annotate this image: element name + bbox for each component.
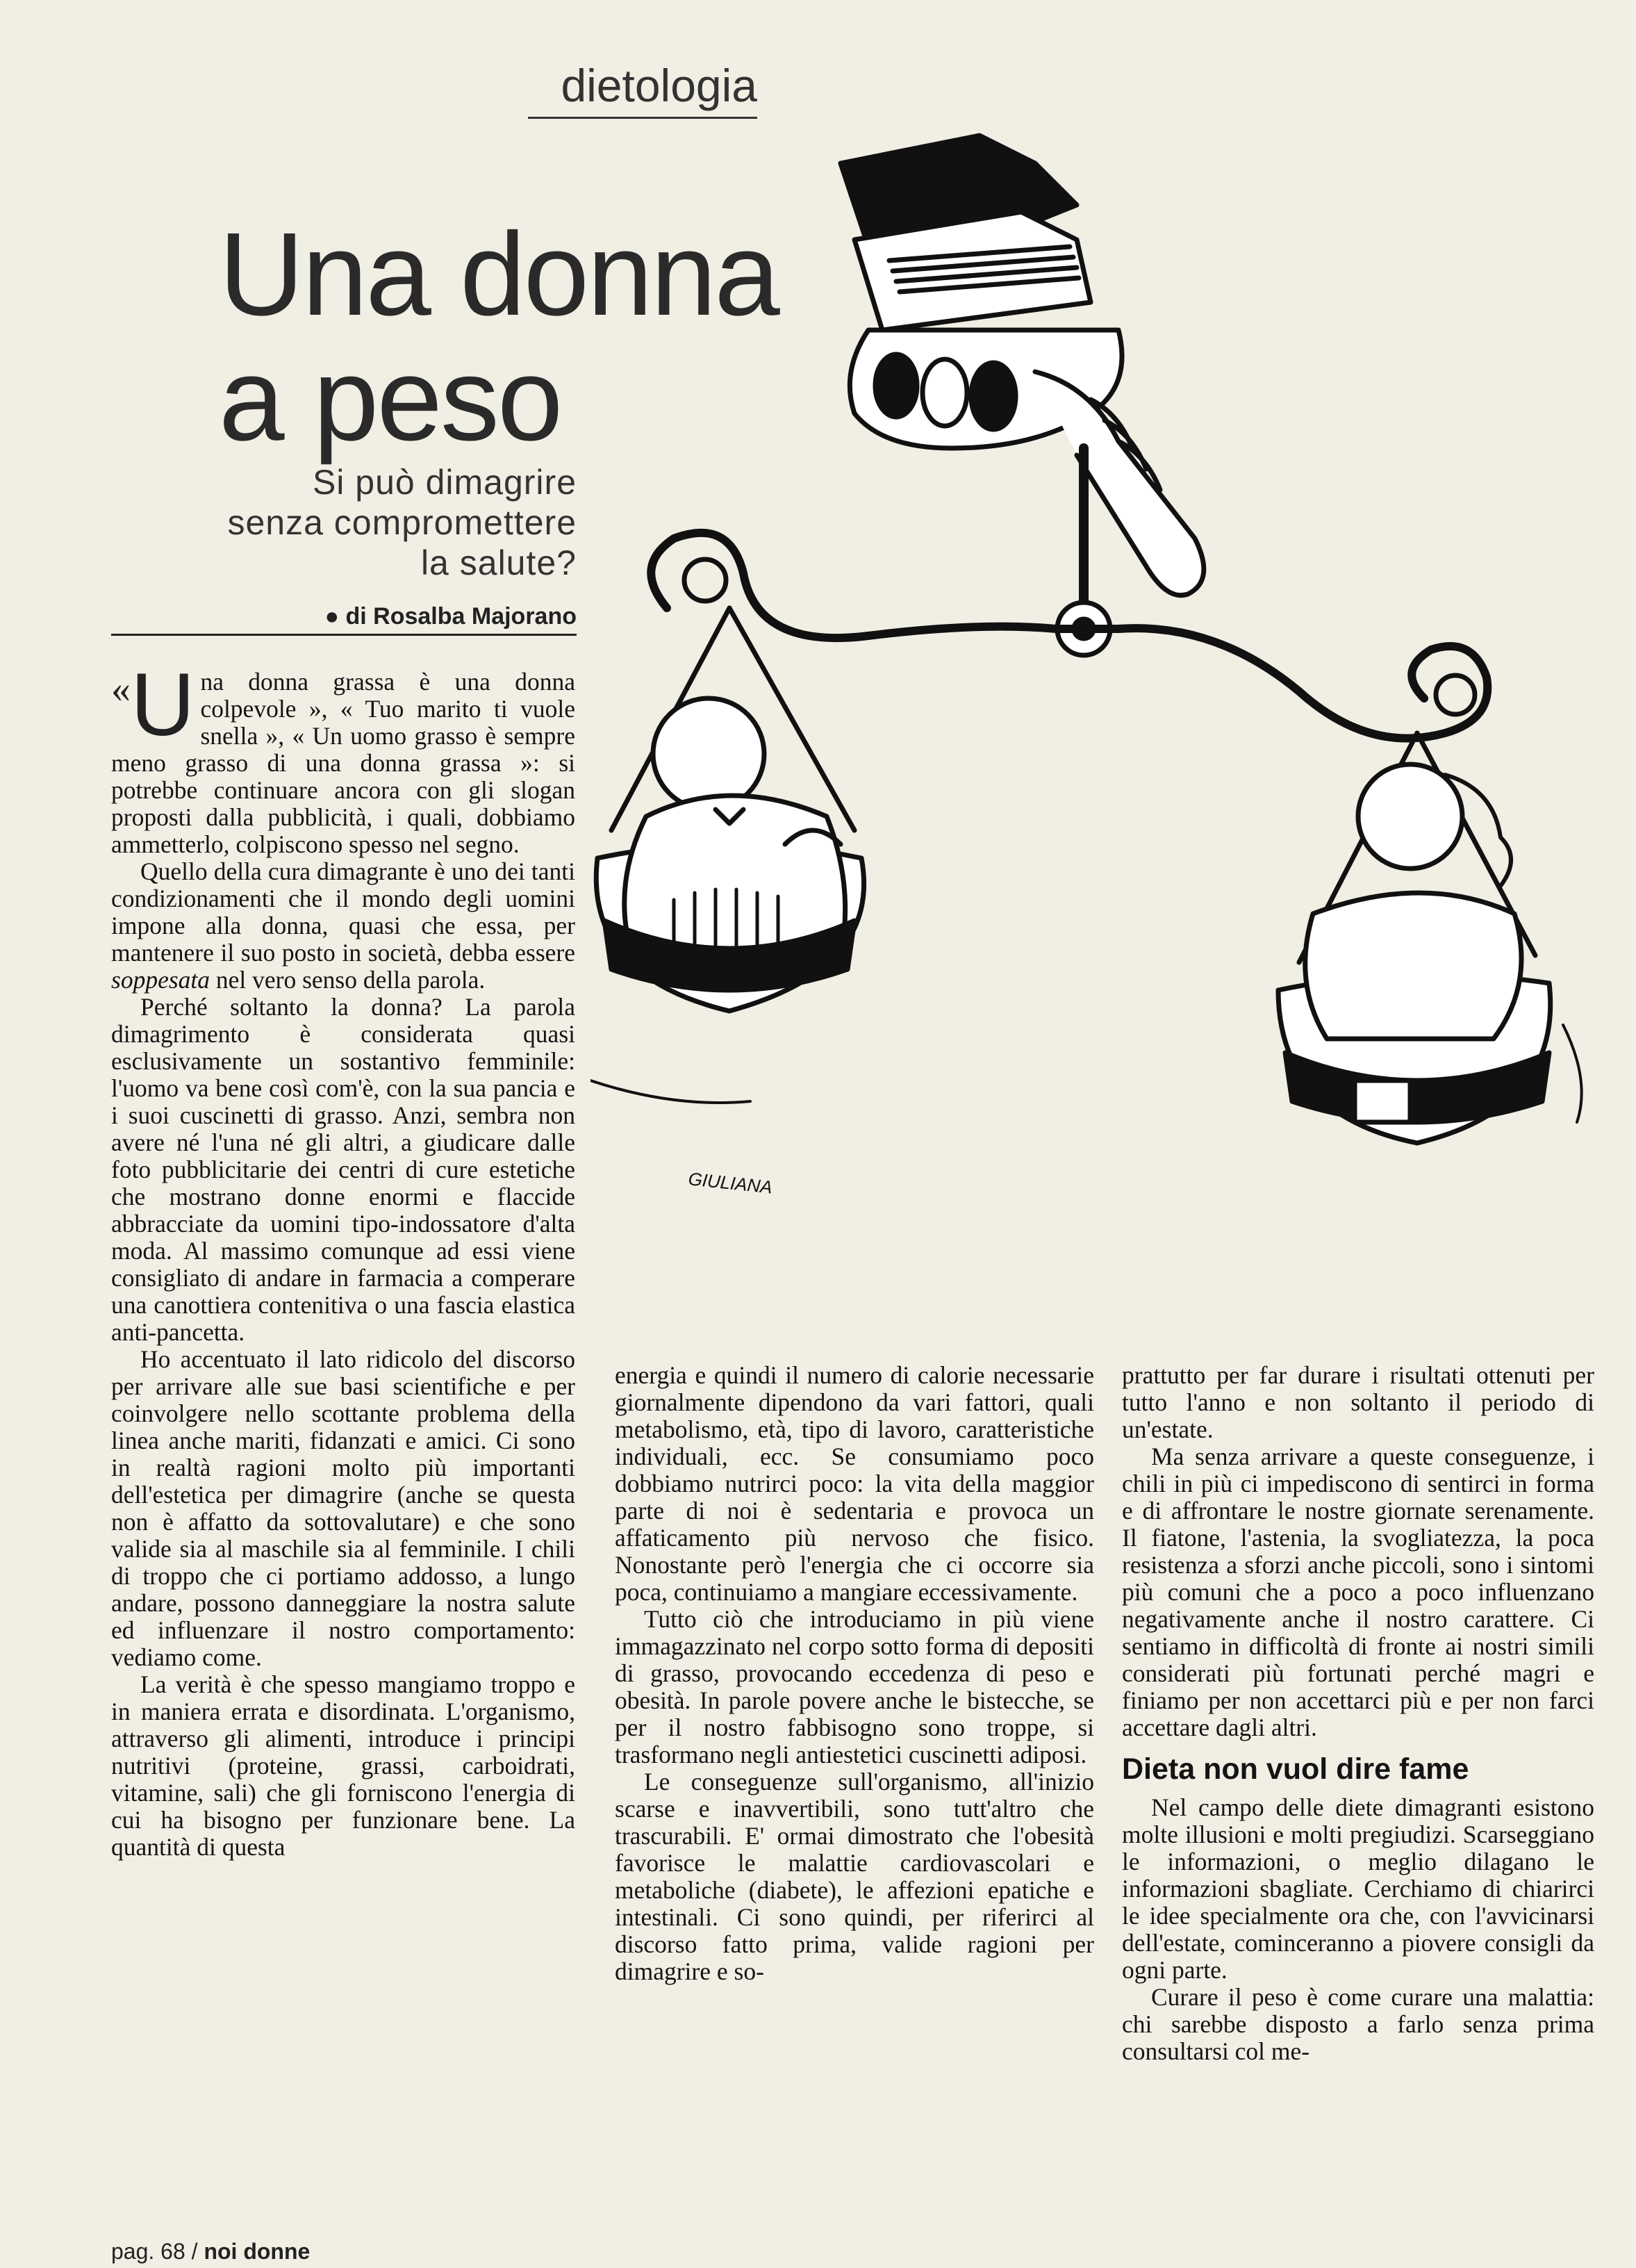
- emphasis-text: soppesata: [111, 966, 210, 994]
- scale-cartoon-illustration: [590, 122, 1605, 1303]
- paragraph: Tutto ciò che introduciamo in più viene immagazzinato nel corpo sotto forma di depositi di grasso, provocando eccedenza di peso e obesità. In parole povere anche le bistecche, se per il nostro fabbisogno sono troppe, si trasformano negli antiestetici cuscinetti adiposi.: [615, 1605, 1094, 1768]
- article-column-1: [111, 655, 575, 1861]
- section-tag: dietologia: [561, 60, 757, 111]
- page-footer: [111, 2239, 310, 2265]
- paragraph: Le conseguenze sull'organismo, all'inizio scarse e inavvertibili, sono tutt'altro che trascurabili. E' ormai dimostrato che l'obesità favorisce le malattie cardiovascolari e metaboliche (diabete), le affezioni epatiche e intestinali. Ci sono quindi, per riferirci al discorso fatto prima, valide ragioni per dimagrire e so-: [615, 1768, 1094, 1985]
- paragraph-text: Quello della cura dimagrante è uno dei tanti condizionamenti che il mondo degli uomini impone alla donna, quasi che essa, per mantenere il suo posto in società, debba essere: [111, 857, 575, 967]
- drop-cap-letter: U: [131, 655, 195, 755]
- pointing-hand-icon: [850, 330, 1204, 595]
- paragraph-text: na donna grassa è una donna colpevole », « Tuo marito ti vuole snella », « Un uomo grasso è sempre meno grasso di una donna grassa »: si potrebbe continuare ancora con gli slogan proposti dalla pubblicità, i quali, dobbiamo ammetterlo, colpiscono spesso nel segno.: [111, 668, 575, 858]
- byline: [316, 603, 577, 630]
- byline-author: di Rosalba Majorano: [345, 603, 577, 630]
- paragraph: prattutto per far durare i risultati ottenuti per tutto l'anno e non soltanto il periodo di un'estate.: [1122, 1361, 1594, 1443]
- subheadline: [208, 462, 577, 583]
- byline-rule: [111, 634, 577, 636]
- headline-line-1: Una donna: [219, 208, 778, 340]
- artist-signature: GIULIANA: [687, 1168, 774, 1198]
- subhead-line-3: la salute?: [420, 543, 577, 582]
- paragraph: Nel campo delle diete dimagranti esistono molte illusioni e molti pregiudizi. Scarseggiano le informazioni, o meglio dilagano le informazioni sbagliate. Cerchiamo di chiarirci le idee specialmente ora che, con l'avvicinarsi dell'estate, cominceranno a piovere consigli da ogni parte.: [1122, 1793, 1594, 1984]
- page-number: pag. 68: [111, 2239, 185, 2264]
- right-pan-woman: [1278, 733, 1551, 1143]
- cuff-icon: [841, 135, 1091, 330]
- left-pan-man: [596, 608, 864, 1011]
- paragraph: Ho accentuato il lato ridicolo del discorso per arrivare alle sue basi scientifiche e per coinvolgere nello scottante problema della linea anche mariti, fidanzati e amici. Ci sono in realtà ragioni molto più importanti dell'estetica per dimagrire (anche se questa non è affatto da sottovalutare) e che sono valide sia al maschile sia al femminile. I chili di troppo che ci portiamo addosso, a lungo andare, possono danneggiare la nostra salute ed influenzare il nostro comportamento: vediamo come.: [111, 1345, 575, 1671]
- paragraph: energia e quindi il numero di calorie necessarie giornalmente dipendono da vari fattori, quali metabolismo, età, tipo di lavoro, caratteristiche individuali, ecc. Se consumiamo poco dobbiamo nutrirci poco: la vita della maggior parte di noi è sedentaria e provoca un affaticamento più nervoso che fisico. Nonostante però l'energia che ci occorre sia poca, continuiamo a mangiare eccessivamente.: [615, 1361, 1094, 1606]
- headline-line-2: a peso: [219, 334, 561, 466]
- paragraph: Perché soltanto la donna? La parola dimagrimento è considerata quasi esclusivamente un sostantivo femminile: l'uomo va bene così com'è, con la sua pancia e i suoi cuscinetti di grasso. Anzi, sembra non avere né l'una né gli altri, a giudicare dalle foto pubblicitarie dei centri di cure estetiche che mostrano donne enormi e flaccide abbracciate da uomini tipo-indossatore d'alta moda. Al massimo comunque ad essi viene consigliato di andare in farmacia a comperare una canottiera contenitiva o una fascia elastica anti-pancetta.: [111, 993, 575, 1346]
- paragraph: Ma senza arrivare a queste conseguenze, i chili in più ci impediscono di sentirci in forma e di affrontare le nostre giornate serenamente. Il fiatone, l'astenia, la svogliatezza, la poca resistenza a sforzi anche piccoli, sono i sintomi più comuni che a poco a poco influenzano negativamente anche il nostro carattere. Ci sentiamo in difficoltà di fronte ai nostri simili considerati più fortunati perché magri e finiamo per non accettarci più e per non farci accettare dagli altri.: [1122, 1443, 1594, 1741]
- paragraph: [111, 655, 575, 858]
- section-rule: [528, 117, 757, 119]
- footer-separator: /: [191, 2239, 198, 2264]
- bullet-icon: ●: [324, 603, 346, 630]
- drop-cap: [111, 655, 195, 755]
- section-subheading: Dieta non vuol dire fame: [1122, 1752, 1469, 1786]
- magazine-name: noi donne: [204, 2239, 311, 2264]
- paragraph: La verità è che spesso mangiamo troppo e in maniera errata e disordinata. L'organismo, attraverso gli alimenti, introduce i principi nutritivi (proteine, grassi, carboidrati, vitamine, sali) che gli forniscono l'energia di cui ha bisogno per funzionare bene. La quantità di questa: [111, 1670, 575, 1861]
- article-column-2: [615, 1362, 1094, 1985]
- subhead-line-2: senza compromettere: [227, 503, 577, 542]
- subhead-line-1: Si può dimagrire: [312, 463, 577, 502]
- paragraph: Curare il peso è come curare una malattia: chi sarebbe disposto a farlo senza prima consultarsi col me-: [1122, 1983, 1594, 2065]
- article-column-3: [1122, 1362, 1594, 2065]
- open-quote: «: [111, 668, 131, 711]
- paragraph-text: nel vero senso della parola.: [215, 966, 486, 994]
- paragraph: [111, 858, 575, 994]
